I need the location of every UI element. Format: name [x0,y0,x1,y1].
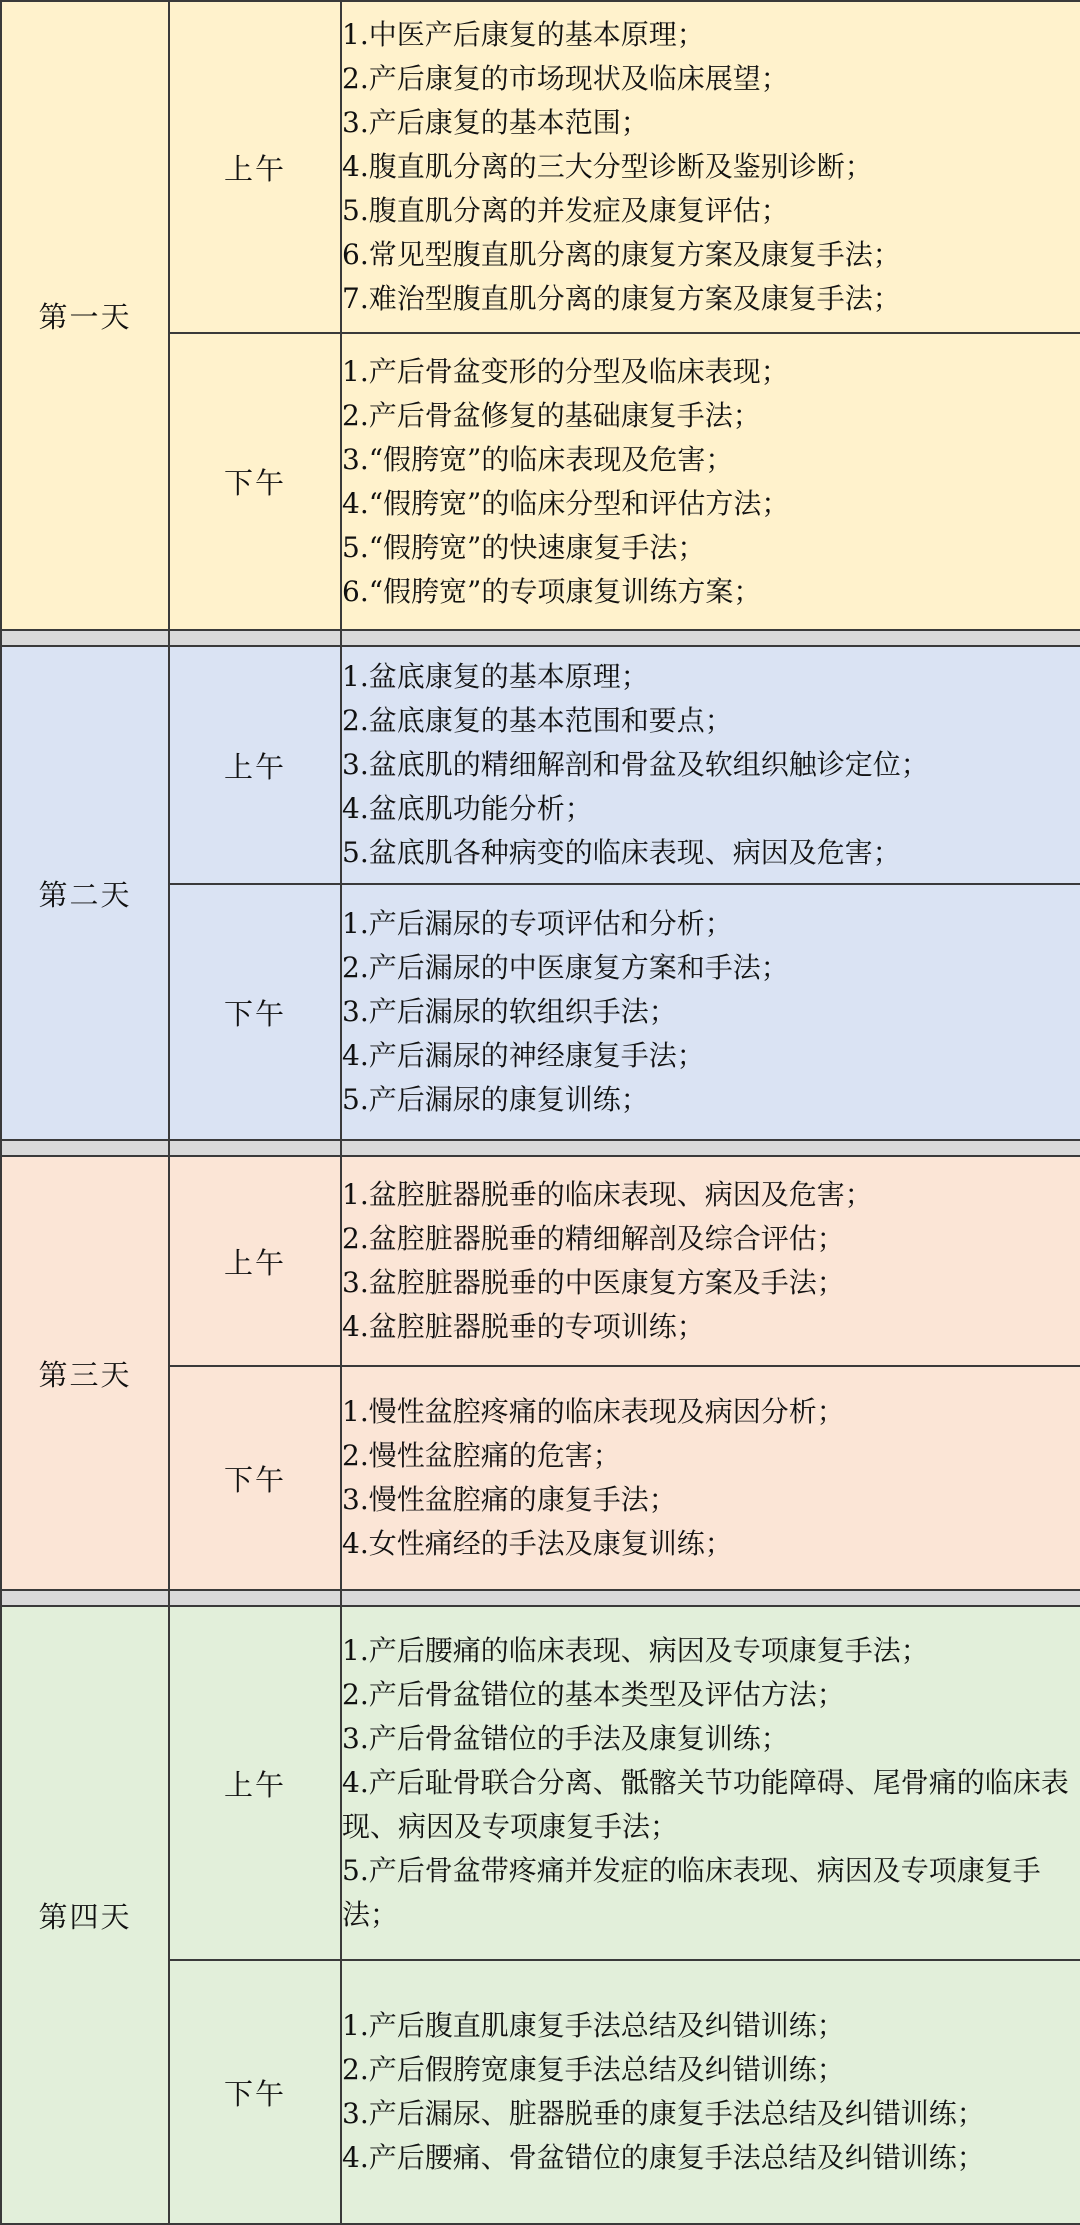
list-item: 3.盆底肌的精细解剖和骨盆及软组织触诊定位； [342,748,929,781]
list-item: 7.难治型腹直肌分离的康复方案及康复手法； [342,282,901,315]
list-item: 3.产后漏尿的软组织手法； [342,995,677,1028]
day-2-morning-period: 上午 [169,646,341,884]
list-item: 1.产后漏尿的专项评估和分析； [342,907,733,940]
day-3-morning-period: 上午 [169,1156,341,1366]
day-2-afternoon-period: 下午 [169,884,341,1140]
list-item: 5.“假胯宽”的快速康复手法； [342,530,706,564]
day-3-morning-row [1,1156,1080,1366]
list-item: 5.腹直肌分离的并发症及康复评估； [342,194,789,227]
list-item: 1.产后骨盆变形的分型及临床表现； [342,354,789,388]
list-item: 2.盆腔脏器脱垂的精细解剖及综合评估； [342,1222,845,1255]
day-1-label: 第一天 [1,1,169,630]
list-item: 4.“假胯宽”的临床分型和评估方法； [342,486,790,520]
list-item: 5.产后漏尿的康复训练； [342,1083,649,1116]
list-item: 4.腹直肌分离的三大分型诊断及鉴别诊断； [342,150,873,183]
day-3-afternoon-content [341,1366,1080,1590]
list-item: 3.盆腔脏器脱垂的中医康复方案及手法； [342,1266,845,1299]
list-item: 2.产后漏尿的中医康复方案和手法； [342,951,789,984]
list-item: 1.盆腔脏器脱垂的临床表现、病因及危害； [342,1178,873,1211]
list-item: 4.产后漏尿的神经康复手法； [342,1039,705,1072]
day-4-label: 第四天 [1,1606,169,2224]
day-separator [1,1140,1080,1156]
day-4-afternoon-period: 下午 [169,1960,341,2224]
day-1-afternoon-content [341,333,1080,630]
list-item: 3.产后骨盆错位的手法及康复训练； [342,1722,789,1755]
list-item: 4.盆底肌功能分析； [342,792,593,825]
day-4-morning-row [1,1606,1080,1960]
day-4-afternoon-content [341,1960,1080,2224]
day-2-label: 第二天 [1,646,169,1140]
list-item: 2.产后骨盆修复的基础康复手法； [342,398,761,432]
day-1-morning-period: 上午 [169,1,341,333]
list-item: 2.产后骨盆错位的基本类型及评估方法； [342,1678,845,1711]
list-item: 2.盆底康复的基本范围和要点； [342,704,733,737]
list-item: 3.“假胯宽”的临床表现及危害； [342,442,734,476]
day-2-morning-content [341,646,1080,884]
day-3-afternoon-period: 下午 [169,1366,341,1590]
list-item: 1.中医产后康复的基本原理； [342,18,705,51]
list-item: 5.产后骨盆带疼痛并发症的临床表现、病因及专项康复手法； [342,1854,1041,1931]
list-item: 2.产后假胯宽康复手法总结及纠错训练； [342,2053,845,2086]
list-item: 1.产后腰痛的临床表现、病因及专项康复手法； [342,1634,929,1667]
list-item: 2.产后康复的市场现状及临床展望； [342,62,789,95]
day-2-morning-row [1,646,1080,884]
day-1-morning-content [341,1,1080,333]
list-item: 5.盆底肌各种病变的临床表现、病因及危害； [342,836,901,869]
list-item: 1.产后腹直肌康复手法总结及纠错训练； [342,2009,845,2042]
day-3-morning-content [341,1156,1080,1366]
day-separator [1,630,1080,646]
day-4-morning-period: 上午 [169,1606,341,1960]
list-item: 1.慢性盆腔疼痛的临床表现及病因分析； [342,1395,845,1428]
list-item: 1.盆底康复的基本原理； [342,660,649,693]
list-item: 6.“假胯宽”的专项康复训练方案； [342,574,762,608]
list-item: 4.盆腔脏器脱垂的专项训练； [342,1310,705,1343]
list-item: 4.女性痛经的手法及康复训练； [342,1527,733,1560]
day-separator [1,1590,1080,1606]
list-item: 4.产后耻骨联合分离、骶髂关节功能障碍、尾骨痛的临床表现、病因及专项康复手法； [342,1766,1069,1843]
day-1-morning-row [1,1,1080,333]
list-item: 3.产后康复的基本范围； [342,106,649,139]
day-4-morning-content [341,1606,1080,1960]
day-3-label: 第三天 [1,1156,169,1590]
day-2-afternoon-content [341,884,1080,1140]
list-item: 3.慢性盆腔痛的康复手法； [342,1483,677,1516]
list-item: 3.产后漏尿、脏器脱垂的康复手法总结及纠错训练； [342,2097,985,2130]
day-1-afternoon-period: 下午 [169,333,341,630]
list-item: 4.产后腰痛、骨盆错位的康复手法总结及纠错训练； [342,2141,985,2174]
list-item: 6.常见型腹直肌分离的康复方案及康复手法； [342,238,901,271]
list-item: 2.慢性盆腔痛的危害； [342,1439,621,1472]
